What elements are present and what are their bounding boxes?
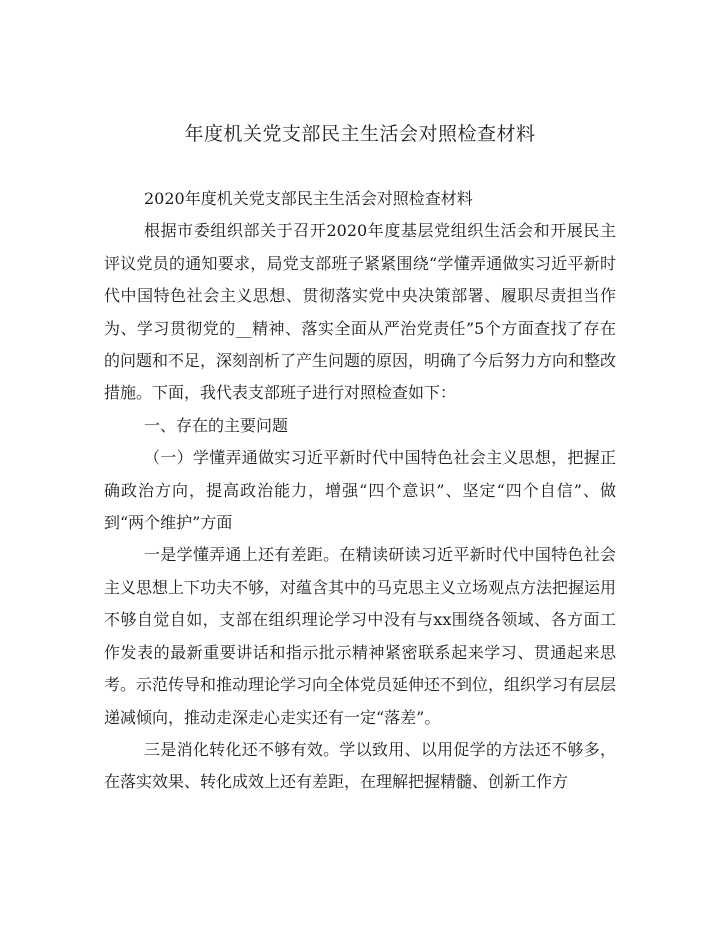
subsection-heading: （一）学懂弄通做实习近平新时代中国特色社会主义思想，把握正确政治方向，提高政治能力，增强“四个意识”、坚定“四个自信”、做到“两个维护”方面 [104, 448, 616, 533]
paragraph-point-one: 一是学懂弄通上还有差距。在精读研读习近平新时代中国特色社会主义思想上下功夫不够，对蕴含其中的马克思主义立场观点方法把握运用不够自觉自如，支部在组织理论学习中没有与xx围绕各领域、各方面工作发表的最新重要讲话和指示批示精神紧密联系起来学习、贯通起来思考。示范传导和推动理论学习向全体党员延伸还不到位，组织学习有层层递减倾向，推动走深走心走实还有一定“落差”。 [104, 545, 617, 727]
paragraph-point-three: 三是消化转化还不够有效。学以致用、以用促学的方法还不够多，在落实效果、转化成效上还有差距，在理解把握精髓、创新工作方 [104, 739, 616, 792]
document-body [104, 183, 616, 799]
paragraph-subtitle: 2020年度机关党支部民主生活会对照检查材料 [144, 189, 473, 208]
section-heading: 一、存在的主要问题 [144, 415, 289, 435]
paragraph-intro: 根据市委组织部关于召开2020年度基层党组织生活会和开展民主评议党员的通知要求，局党支部班子紧紧围绕“学懂弄通做实习近平新时代中国特色社会主义思想、贯彻落实党中央决策部署、履职尽责担当作为、学习贯彻党的__精神、落实全面从严治党责任”5个方面查找了存在的问题和不足，深刻剖析了产生问题的原因，明确了今后努力方向和整改措施。下面，我代表支部班子进行对照检查如下： [104, 221, 617, 403]
document-title: 年度机关党支部民主生活会对照检查材料 [184, 123, 536, 145]
